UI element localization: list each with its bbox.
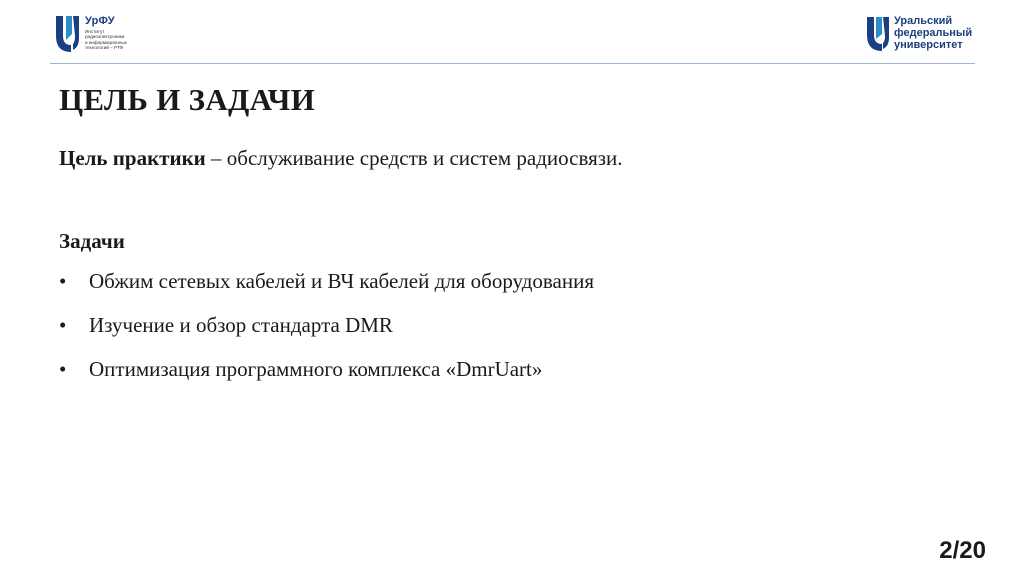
university-logo	[866, 14, 981, 56]
institute-logo	[54, 14, 174, 59]
university-name-line: университет	[894, 39, 963, 51]
slide-title: ЦЕЛЬ И ЗАДАЧИ	[59, 82, 316, 117]
page-number: 2/20	[939, 537, 986, 564]
list-item	[59, 357, 594, 401]
logo-subtitle-line: Институт	[85, 29, 105, 34]
logo-subtitle	[85, 29, 175, 51]
logo-subtitle-line: технологий – РТФ	[85, 45, 123, 51]
university-name-line: Уральский	[894, 15, 953, 27]
task-text: Обжим сетевых кабелей и ВЧ кабелей для оборудования	[89, 269, 595, 293]
goal-statement	[59, 146, 623, 171]
logo-subtitle-line: радиоэлектроники	[85, 34, 125, 40]
urfu-logo-icon	[866, 16, 890, 52]
bullet: •	[59, 357, 67, 381]
goal-text: – обслуживание средств и систем радиосвязи.	[205, 146, 623, 170]
logo-brand-text: УрФУ	[85, 15, 115, 27]
university-name	[894, 15, 972, 51]
bullet: •	[59, 269, 67, 293]
urfu-logo-icon	[54, 14, 80, 54]
task-text: Оптимизация программного комплекса «DmrUart»	[89, 357, 543, 381]
task-text: Изучение и обзор стандарта DMR	[89, 313, 393, 337]
list-item	[59, 313, 594, 357]
list-item	[59, 269, 594, 313]
university-name-line: федеральный	[894, 27, 973, 39]
tasks-list	[59, 269, 594, 401]
goal-label: Цель практики	[59, 146, 206, 170]
header-divider	[50, 63, 975, 64]
bullet: •	[59, 313, 67, 337]
logo-subtitle-line: и информационных	[85, 39, 127, 45]
tasks-heading: Задачи	[59, 229, 125, 253]
